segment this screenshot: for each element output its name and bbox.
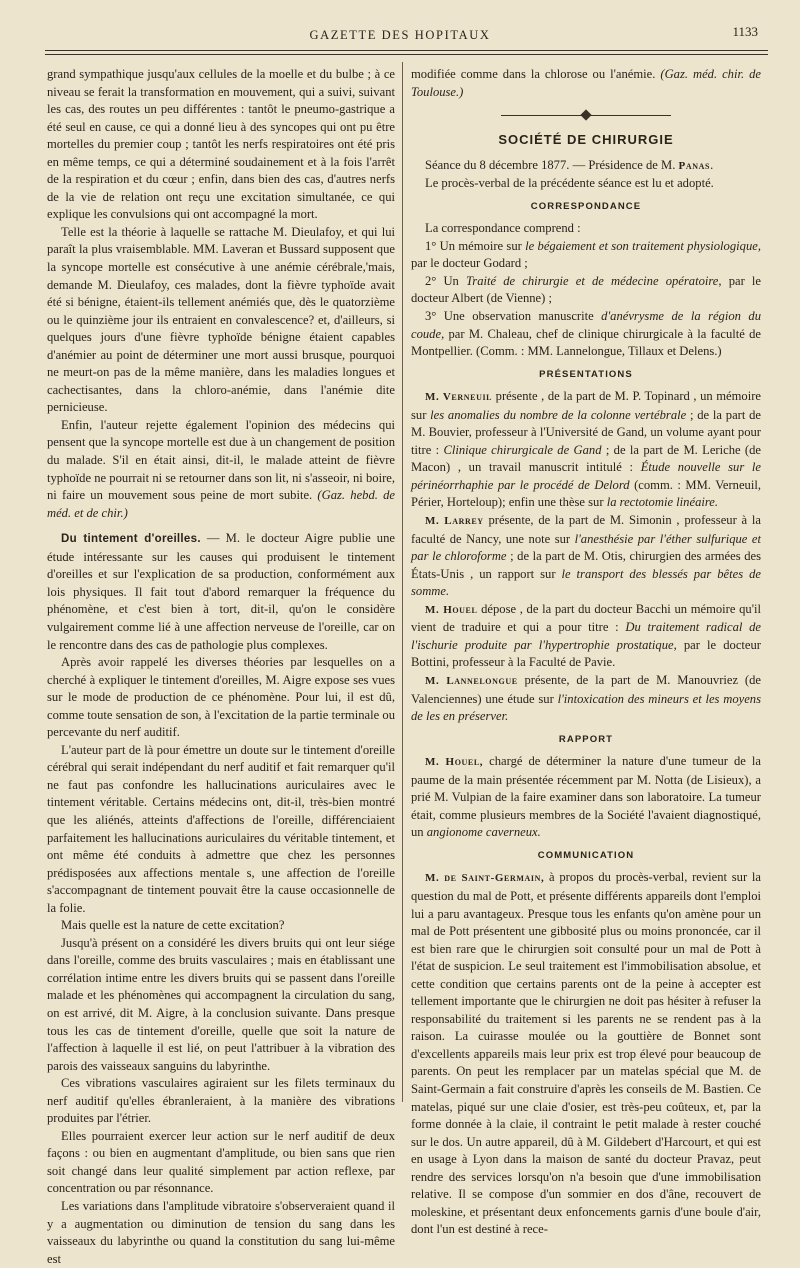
paragraph-text: présente , de la part de M. P. Topinard , un mémoire sur xyxy=(411,389,761,422)
seance-line: Séance du 8 décembre 1877. — Présidence de M. Panas. xyxy=(425,157,714,172)
section-title: SOCIÉTÉ DE CHIRURGIE xyxy=(498,132,674,148)
right-column xyxy=(411,66,761,1239)
paragraph: Les variations dans l'amplitude vibratoire s'observeraient quand il y a augmentation ou diminution de tension du sang dans les vaisseaux du labyrinthe ou quand la constitution du sang lui-même est xyxy=(47,1199,395,1266)
speaker-name: M. Verneuil xyxy=(425,391,493,404)
president-name: Panas xyxy=(678,159,711,172)
paragraph-text: ; de la part de M. Otis, chirurgien des armées des États-Unis , un rapport sur xyxy=(411,549,761,581)
spacer xyxy=(47,522,395,530)
paragraph-text: Enfin, l'auteur rejette également l'opinion des médecins qui pensent que la syncope mortelle est due à un changement de position du malade. S'il en était ainsi, dit-il, le malade atteint de fièvre typhoïde ne pourrait ni se retourner dans son lit, ni s'asseoir, ni boire, ni faire un mouvement sous peine de mort subite. xyxy=(47,417,395,503)
item-title: Traité de chirurgie et de médecine opératoire, xyxy=(466,273,722,288)
subhead-presentations: PRÉSENTATIONS xyxy=(539,368,633,380)
diagnosis-term: angionome caverneux. xyxy=(426,825,541,840)
paragraph xyxy=(411,512,761,601)
item-title: d'anévrysme de la région du coude, xyxy=(411,309,762,341)
work-title: la rectotomie linéaire. xyxy=(606,495,719,510)
paragraph-text: ; de la part de M. Bouvier, professeur à l'Université de Gand, un volume ayant pour titre : xyxy=(411,407,762,457)
running-head xyxy=(0,22,800,44)
seance-text: Séance du 8 décembre 1877. — Présidence de M. xyxy=(425,157,679,172)
work-title: l'anesthésie par l'éther sulfurique et par le chloroforme xyxy=(411,531,761,564)
paragraph-text: (comm. : MM. Verneuil, Périer, Horteloup); enfin une thèse sur xyxy=(411,477,762,510)
item-text: par le docteur Godard ; xyxy=(411,256,528,271)
list-item xyxy=(411,238,761,273)
paragraph: Elles pourraient exercer leur action sur le nerf auditif de deux façons : ou bien en augmentant d'amplitude, ou bien sans que rien soit changé dans leur qualité simplement par action reflexe, par concentration ou par résonnance. xyxy=(47,1128,395,1196)
paragraph-text: présente, de la part de M. Simonin , professeur à la faculté de Nancy, une note sur xyxy=(411,513,761,546)
work-title: l'intoxication des mineurs et les moyens de les en préserver. xyxy=(411,691,762,724)
paragraph: Ces vibrations vasculaires agiraient sur les filets terminaux du nerf auditif qu'elles ébranleraient, à la manière des vibrations produites par l'étrier. xyxy=(47,1076,395,1126)
work-title: Clinique chirurgicale de Gand xyxy=(443,442,602,457)
list-item xyxy=(411,273,761,308)
header-rule-thin xyxy=(45,54,768,55)
item-text: par M. Chaleau, chef de clinique chirurgicale à la faculté de Montpellier. (Comm. : MM. Lannelongue, Tillaux et Delens.) xyxy=(411,326,761,359)
item-text: par le docteur Albert (de Vienne) ; xyxy=(411,273,761,306)
paragraph xyxy=(47,530,395,654)
item-text: 3° Une observation manuscrite xyxy=(425,309,602,324)
diamond-ornament-icon xyxy=(580,109,591,120)
work-title: Du traitement radical de l'ischurie produite par l'hypertrophie prostatique, xyxy=(411,620,761,652)
paragraph: Telle est la théorie à laquelle se rattache M. Dieulafoy, et qui lui paraît la plus vraisemblable. MM. Laveran et Bussard supposent que la syncope mortelle est consécutive à une anémie cérébrale,'mais, demande M. Dieulafoy, ces malades, dont la fièvre typhoïde avait été si bénigne, étaient-ils tellement anémiés que, dès le quatorzième ou le quinzième jour ils entraient en convalescence? et, d'ailleurs, si quelques jours d'une fièvre typhoïde bénigne étaient capables d'anémier au point de déterminer une mort aussi brusque, pourquoi ne meurt-on pas de la même manière, dans les maladies longues et cachectisantes, dans la chloro-anémie, dans l'anémie dite pernicieuse. xyxy=(47,224,395,415)
item-text: 1° Un mémoire sur xyxy=(425,238,526,253)
paragraph xyxy=(411,388,761,512)
header-rule-thick xyxy=(45,50,768,51)
paragraph: Jusqu'à présent on a considéré les divers bruits qui ont leur siége dans l'oreille, comme des bruits vasculaires ; mais en établissant une corrélation intime entre les divers bruits qui se passent dans l'oreille malade et les phénomènes qui accompagnent la circulation du sang, on est arrivé, dit M. Aigre, à la conclusion suivante. Dans presque tous les cas de tintement d'oreille, quelle que soit la nature de l'affection à laquelle il est lié, on peut l'attribuer à la vibration des parois des vaisseaux sanguins du labyrinthe. xyxy=(47,935,395,1073)
paragraph xyxy=(47,417,395,522)
paragraph-text: par le docteur Bottini, professeur à la Faculté de Pavie. xyxy=(411,637,761,670)
paragraph: La correspondance comprend : xyxy=(425,221,581,236)
section-separator xyxy=(411,107,761,125)
paragraph xyxy=(411,672,761,726)
paragraph: L'auteur part de là pour émettre un doute sur le tintement d'oreille cérébral qui serait indépendant du nerf auditif et fait remarquer qu'il ne faut pas confondre les hallucinations auriculaires avec le tintement véritable. Certains médecins ont, dit-il, très-bien montré que les aliénés, atteints d'affections de l'oreille, différenciaient parfaitement les hallucinations auriculaires du véritable tintement, et ont même été conduits à admettre que chez les personnes prédisposées aux affections mentale s, une affection de l'oreille s'accompagnant de tintement pouvait être la cause occasionnelle de la folie. xyxy=(47,742,395,915)
page-number: 1133 xyxy=(732,24,758,39)
column-divider xyxy=(402,62,403,1102)
work-title: les anomalies du nombre de la colonne vertébrale xyxy=(430,407,687,422)
paragraph xyxy=(411,753,761,842)
paragraph: Après avoir rappelé les diverses théories par lesquelles on a cherché à expliquer le tintement d'oreilles, M. Aigre expose ses vues sur le mode de production de ce phénomène. Pour lui, il est dû, comme toute sensation de son, à l'excitation de la partie terminale ou percevante du nerf auditif. xyxy=(47,655,395,740)
speaker-name: M. Houel, xyxy=(425,756,484,769)
paragraph-text: dépose , de la part du docteur Bacchi un mémoire qu'il vient de traduire et qui a pour titre : xyxy=(411,601,761,635)
work-title: Étude nouvelle sur le périnéorrhaphie par le procédé de Delord xyxy=(411,460,761,492)
citation: (Gaz. méd. chir. de Toulouse.) xyxy=(411,67,761,99)
paragraph: Le procès-verbal de la précédente séance est lu et adopté. xyxy=(425,176,714,191)
paragraph-text: ; de la part de M. Leriche (de Macon) , un travail manuscrit intitulé : xyxy=(411,442,761,475)
item-text: 2° Un xyxy=(425,273,466,288)
paragraph xyxy=(411,66,761,101)
subhead-correspondance: CORRESPONDANCE xyxy=(530,200,642,212)
paragraph-text: présente, de la part de M. Manouvriez (de Valenciennes) une étude sur xyxy=(411,672,761,706)
paragraph xyxy=(411,869,761,1238)
speaker-name: M. Larrey xyxy=(425,515,484,528)
paragraph xyxy=(411,601,761,672)
item-title: le bégaiement et son traitement physiologique, xyxy=(525,238,761,253)
subhead-rapport: RAPPORT xyxy=(558,733,614,745)
citation: (Gaz. hebd. de méd. et de chir.) xyxy=(47,488,395,520)
paragraph-text: modifiée comme dans la chlorose ou l'anémie. xyxy=(411,67,656,81)
paragraph: grand sympathique jusqu'aux cellules de la moelle et du bulbe ; à ce niveau se ferait la transformation en mouvement, qui a suivi, suivant les cas, des routes un peu différentes : tantôt le pneumo-gastrique a été seul en cause, ce qui a donné lieu à des syncopes qui ont pu être mortelles du premier coup ; tantôt les nerfs respiratoires ont été pris en même temps, ce qui a déterminé soudainement et à la fois l'arrêt de la respiration et du cœur ; enfin, dans bien des cas, d'autres nerfs de la vie de relation ont reçu une excitation simultanée, ce qui explique les convulsions qui ont accompagné la mort. xyxy=(47,67,395,222)
paragraph-text: à propos du procès-verbal, revient sur la question du mal de Pott, et présente différents appareils dont l'emploi lui a paru avantageux. Presque tous les enfants qu'on amène pour un mal de Pott présentent une gibbosité plus ou moins prononcée, car il est bien rare que le chirurgien soit consulté pour un mal de Pott à l'état de suspicion. Le seul traitement est l'immobilisation absolue, et cette condition que certains parents ont de la peine à accepter est tellement importante que le chirurgien ne doit pas hésiter à refuser la responsabilité du traitement si les parents ne se rendent pas à la raison. La cuirasse moulée ou la gouttière de Bonnet sont d'excellents appareils mais leur prix est trop élevé pour beaucoup de parents. On peut les remplacer par un matelas spécial que M. de Saint-Germain a fait construire d'après les conseils de M. Bastien. Ce matelas, piqué sur une claie d'osier, est très-peu coûteux, et, par la forme donnée à la claie, il contraint le petit malade à rester couché sur le dos. Un autre appareil, dû à M. Gildebert d'Harcourt, et qui est en usage à Lyon dans la maison de santé du docteur Pravaz, peut rendre des services lorsqu'on n'a besoin que d'une immobilisation relative. Il se compose d'un sommier en dos d'âne, recouvert de moleskine, et présentant deux enfoncements garnis d'une boule d'air, dont l'un est destiné à rece- xyxy=(411,870,761,1237)
work-title: le transport des blessés par bêtes de somme. xyxy=(411,566,761,599)
paragraph-text: chargé de déterminer la nature d'une tumeur de la paume de la main présentée récemment par M. Notta (de Lisieux), a prié M. Vulpian de la faire examiner dans son laboratoire. La tumeur était, comme plusieurs membres de la Société l'avaient diagnostiqué, un xyxy=(411,754,761,840)
paragraph-text: — M. le docteur Aigre publie une étude intéressante sur les causes qui produisent le tintement d'oreilles et sur l'explication de sa production, conformément aux lois physiques. Il fait tout d'abord remarquer la fréquence du phénomène, et c'est bien à tort, dit-il, qu'on le considère vulgairement comme lié à une affection nerveuse de l'oreille, car on le rencontre dans des cas de pathologie plus complexes. xyxy=(47,531,395,652)
speaker-name: M. Houel xyxy=(425,603,478,616)
list-item xyxy=(411,308,761,361)
speaker-name: M. Lannelongue xyxy=(425,674,518,687)
run-in-heading: Du tintement d'oreilles. xyxy=(61,533,201,546)
paragraph: Mais quelle est la nature de cette excitation? xyxy=(61,918,285,933)
subhead-communication: COMMUNICATION xyxy=(537,849,635,861)
speaker-name: M. de Saint-Germain, xyxy=(425,872,545,885)
left-column xyxy=(47,66,395,1268)
journal-title: GAZETTE DES HOPITAUX xyxy=(309,28,491,42)
